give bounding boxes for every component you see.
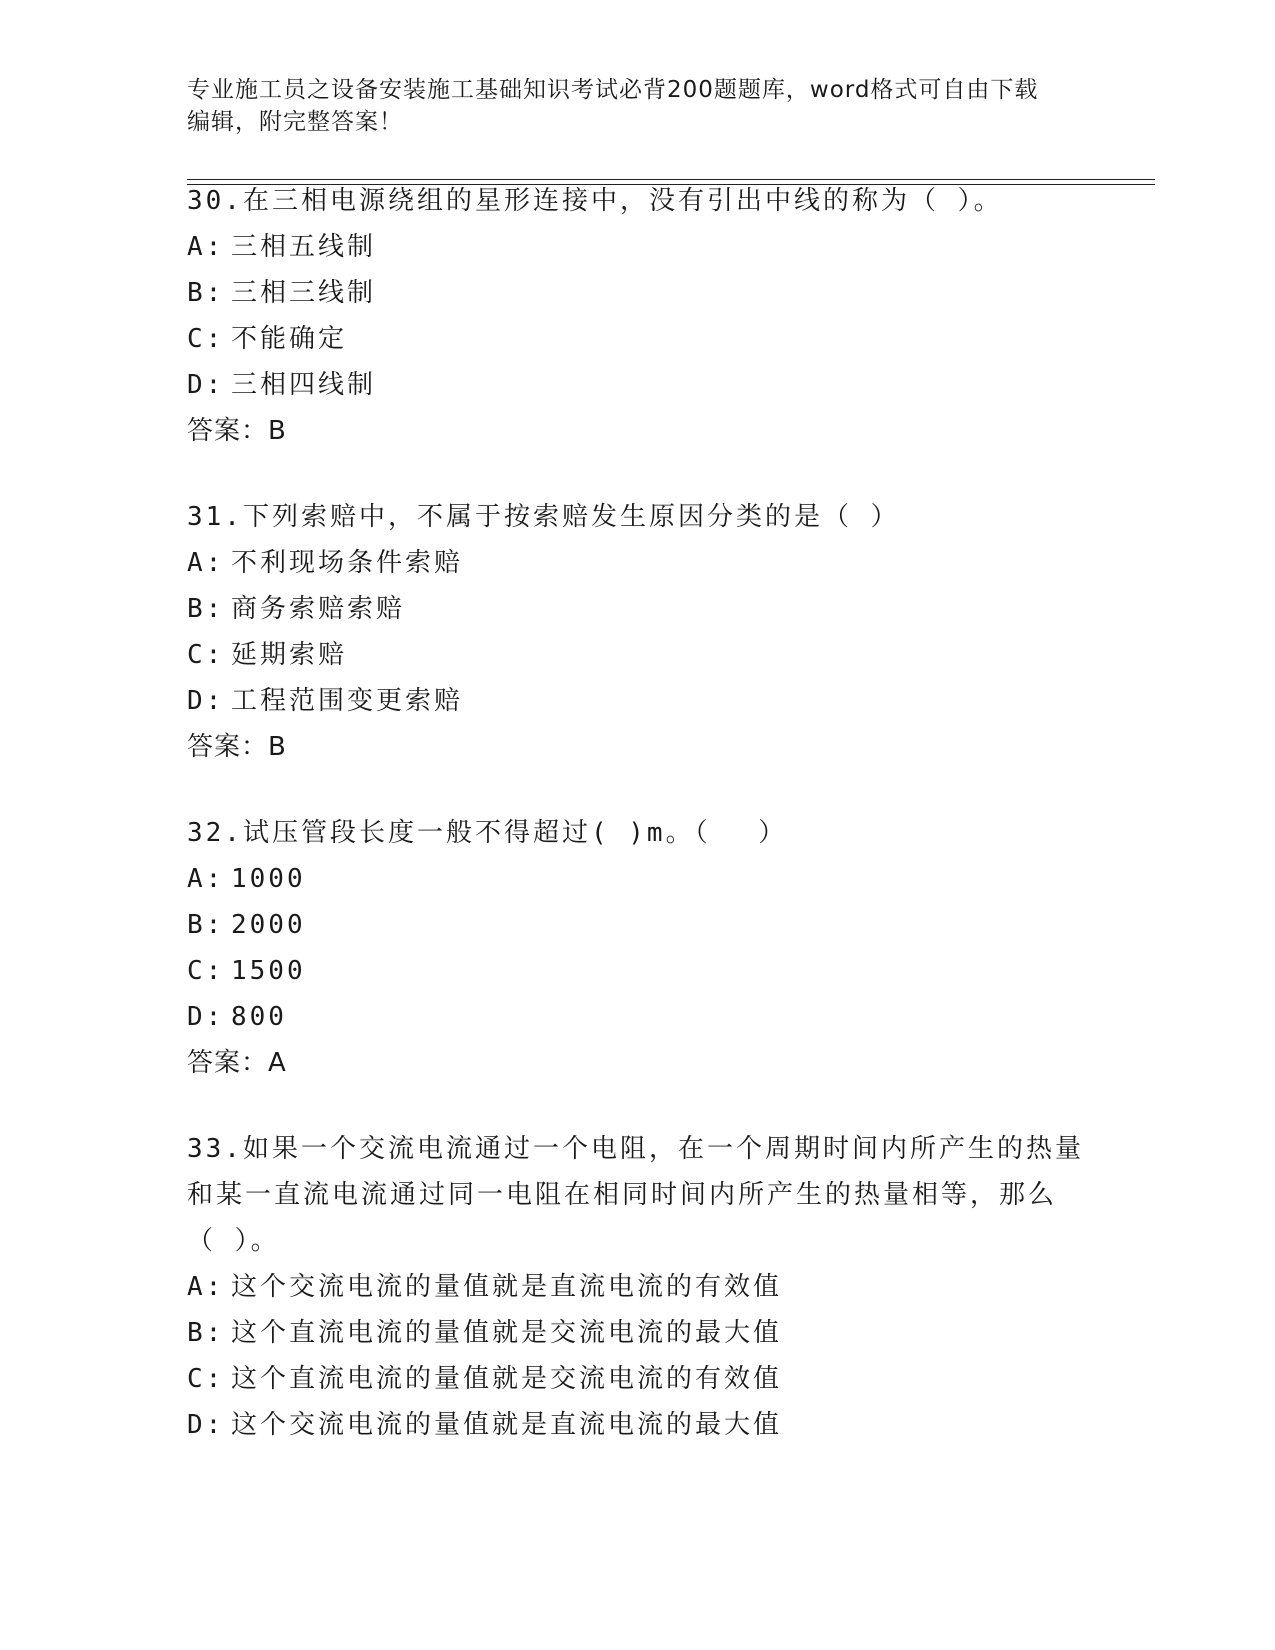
question-32 <box>187 810 1087 1086</box>
option-key: A: <box>187 548 225 578</box>
option-text: 三相三线制 <box>231 278 377 308</box>
option-b <box>187 270 1087 316</box>
answer: 答案：B <box>187 732 287 762</box>
option-key: D: <box>187 1410 225 1440</box>
question-stem: 32.试压管段长度一般不得超过( )m。（ ） <box>187 818 788 848</box>
option-key: C: <box>187 956 225 986</box>
option-key: A: <box>187 232 225 262</box>
option-key: B: <box>187 278 225 308</box>
option-key: B: <box>187 910 225 940</box>
option-text: 不能确定 <box>231 324 348 354</box>
option-c <box>187 632 1087 678</box>
option-d <box>187 362 1087 408</box>
option-key: D: <box>187 370 225 400</box>
option-key: B: <box>187 594 225 624</box>
option-key: A: <box>187 1272 225 1302</box>
option-text: 三相四线制 <box>231 370 377 400</box>
option-key: B: <box>187 1318 225 1348</box>
option-text: 这个交流电流的量值就是直流电流的最大值 <box>231 1410 783 1440</box>
option-text: 2000 <box>231 910 306 940</box>
option-text: 延期索赔 <box>231 640 348 670</box>
option-text: 这个直流电流的量值就是交流电流的最大值 <box>231 1318 783 1348</box>
option-c <box>187 948 1087 994</box>
answer: 答案：B <box>187 416 287 446</box>
option-a <box>187 1264 1087 1310</box>
option-text: 这个交流电流的量值就是直流电流的有效值 <box>231 1272 783 1302</box>
option-text: 1500 <box>231 956 306 986</box>
question-stem: 31.下列索赔中，不属于按索赔发生原因分类的是（ ） <box>187 502 900 532</box>
option-text: 工程范围变更索赔 <box>231 686 464 716</box>
option-d <box>187 1402 1087 1448</box>
question-stem-line-1: 33.如果一个交流电流通过一个电阻，在一个周期时间内所产生的热量 <box>187 1134 1084 1164</box>
option-text: 不利现场条件索赔 <box>231 548 464 578</box>
option-key: C: <box>187 324 225 354</box>
option-a <box>187 224 1087 270</box>
option-a <box>187 540 1087 586</box>
option-key: C: <box>187 640 225 670</box>
option-key: A: <box>187 864 225 894</box>
option-a <box>187 856 1087 902</box>
option-text: 800 <box>231 1002 287 1032</box>
question-stem-line-2: 和某一直流电流通过同一电阻在相同时间内所产生的热量相等，那么 <box>187 1180 1058 1210</box>
question-33 <box>187 1126 1087 1448</box>
header-line-2: 编辑，附完整答案！ <box>187 109 403 135</box>
option-text: 三相五线制 <box>231 232 377 262</box>
header-line-1: 专业施工员之设备安装施工基础知识考试必背200题题库，word格式可自由下载 <box>187 77 1039 103</box>
option-b <box>187 1310 1087 1356</box>
option-d <box>187 994 1087 1040</box>
question-stem: 30.在三相电源绕组的星形连接中，没有引出中线的称为（ ）。 <box>187 186 1003 216</box>
question-30 <box>187 178 1087 454</box>
option-key: D: <box>187 1002 225 1032</box>
option-key: C: <box>187 1364 225 1394</box>
question-31 <box>187 494 1087 770</box>
option-text: 这个直流电流的量值就是交流电流的有效值 <box>231 1364 783 1394</box>
option-b <box>187 586 1087 632</box>
answer: 答案：A <box>187 1048 287 1078</box>
option-c <box>187 1356 1087 1402</box>
option-text: 1000 <box>231 864 306 894</box>
option-b <box>187 902 1087 948</box>
option-c <box>187 316 1087 362</box>
document-header <box>187 74 1087 138</box>
option-text: 商务索赔索赔 <box>231 594 406 624</box>
option-key: D: <box>187 686 225 716</box>
option-d <box>187 678 1087 724</box>
question-stem-line-3: （ ）。 <box>187 1226 280 1256</box>
